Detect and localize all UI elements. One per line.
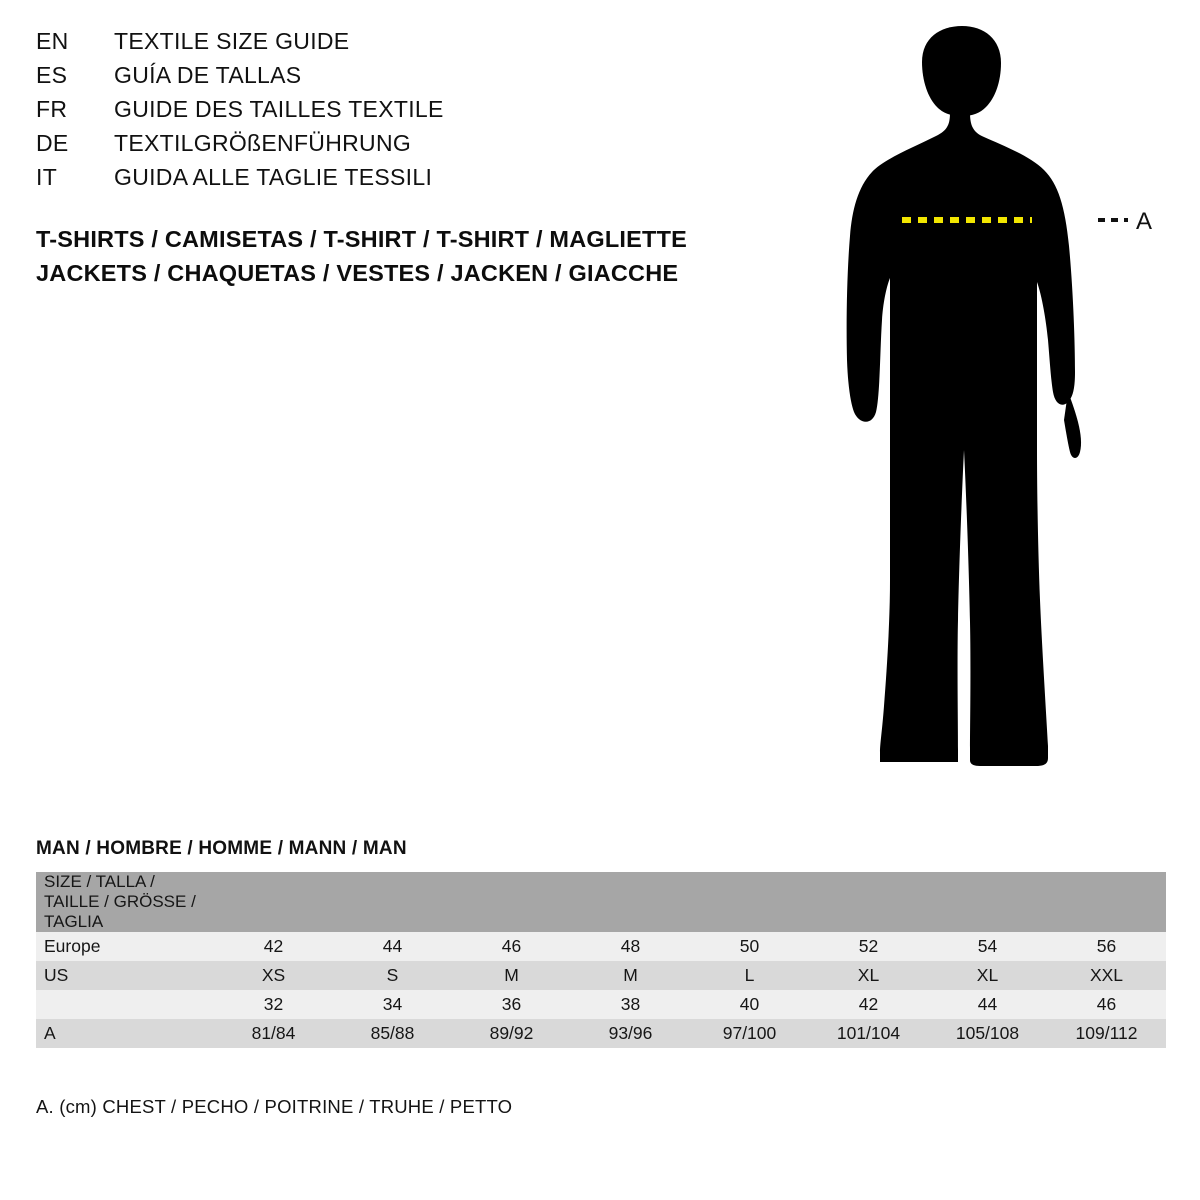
language-code: FR	[36, 96, 68, 122]
language-list	[36, 28, 736, 198]
cell: 56	[1047, 932, 1166, 961]
language-code: IT	[36, 164, 58, 190]
cell: 93/96	[571, 1019, 690, 1048]
cell: 54	[928, 932, 1047, 961]
cell: L	[690, 961, 809, 990]
cell: 42	[809, 990, 928, 1019]
size-table	[36, 872, 1166, 1048]
language-row	[36, 164, 736, 198]
row-label: A	[36, 1019, 214, 1048]
cell: 38	[571, 990, 690, 1019]
row-label: US	[36, 961, 214, 990]
footnote: A. (cm) CHEST / PECHO / POITRINE / TRUHE / PETTO	[36, 1096, 513, 1117]
language-row	[36, 28, 736, 62]
language-row	[36, 96, 736, 130]
table-title: MAN / HOMBRE / HOMME / MANN / MAN	[36, 838, 407, 859]
cell: 97/100	[690, 1019, 809, 1048]
row-label: Europe	[36, 932, 214, 961]
cell: 81/84	[214, 1019, 333, 1048]
cell: XL	[809, 961, 928, 990]
cell: 101/104	[809, 1019, 928, 1048]
language-row	[36, 62, 736, 96]
language-text: TEXTILGRÖßENFÜHRUNG	[114, 130, 412, 156]
cell: 46	[452, 932, 571, 961]
cell: M	[452, 961, 571, 990]
cell: S	[333, 961, 452, 990]
cell: 42	[214, 932, 333, 961]
body-figure	[810, 20, 1180, 780]
cell: 109/112	[1047, 1019, 1166, 1048]
man-silhouette-icon	[847, 26, 1081, 766]
cell: M	[571, 961, 690, 990]
table-header-row	[36, 872, 1166, 932]
language-text: GUÍA DE TALLAS	[114, 62, 302, 88]
row-label	[36, 990, 214, 1019]
cell: 89/92	[452, 1019, 571, 1048]
chest-measure-label: A	[1136, 208, 1153, 235]
language-code: ES	[36, 62, 68, 88]
language-row	[36, 130, 736, 164]
cell: 48	[571, 932, 690, 961]
cell: XS	[214, 961, 333, 990]
cell: 36	[452, 990, 571, 1019]
table-row	[36, 1019, 1166, 1048]
language-text: TEXTILE SIZE GUIDE	[114, 28, 350, 54]
category-line-jackets: JACKETS / CHAQUETAS / VESTES / JACKEN / GIACCHE	[36, 260, 679, 286]
cell: 105/108	[928, 1019, 1047, 1048]
language-code: EN	[36, 28, 69, 54]
cell: 46	[1047, 990, 1166, 1019]
category-list	[36, 222, 756, 290]
cell: 52	[809, 932, 928, 961]
cell: XL	[928, 961, 1047, 990]
table-row	[36, 990, 1166, 1019]
cell: 40	[690, 990, 809, 1019]
table-row	[36, 961, 1166, 990]
cell: 50	[690, 932, 809, 961]
language-code: DE	[36, 130, 69, 156]
size-table-section	[36, 838, 1166, 1048]
table-row	[36, 932, 1166, 961]
cell: 44	[928, 990, 1047, 1019]
language-text: GUIDE DES TAILLES TEXTILE	[114, 96, 444, 122]
table-header-label: SIZE / TALLA / TAILLE / GRÖSSE / TAGLIA	[36, 872, 214, 932]
cell: 85/88	[333, 1019, 452, 1048]
language-text: GUIDA ALLE TAGLIE TESSILI	[114, 164, 433, 190]
cell: 44	[333, 932, 452, 961]
cell: 32	[214, 990, 333, 1019]
cell: 34	[333, 990, 452, 1019]
cell: XXL	[1047, 961, 1166, 990]
category-line-tshirts: T-SHIRTS / CAMISETAS / T-SHIRT / T-SHIRT / MAGLIETTE	[36, 226, 687, 252]
